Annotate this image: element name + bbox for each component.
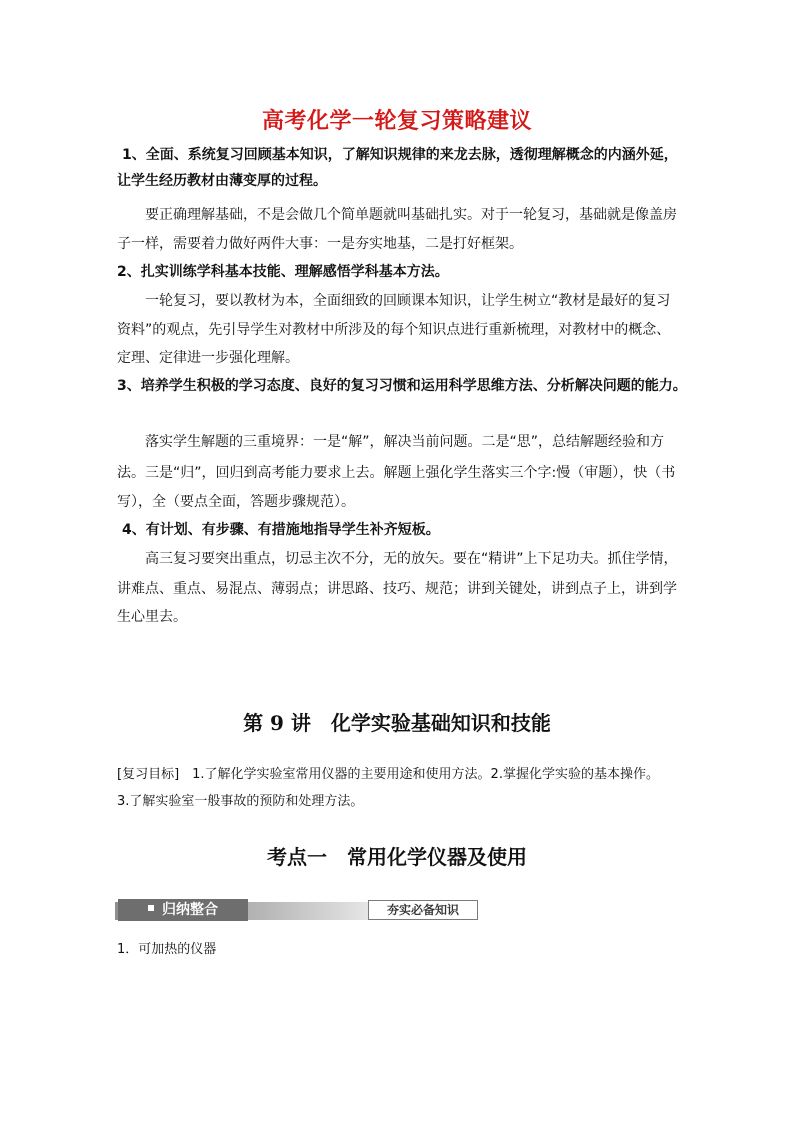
exam-point-title: 考点一 常用化学仪器及使用 [267,845,527,869]
lecture-title: 第 9 讲 化学实验基础知识和技能 [243,711,551,735]
section-4-body-line-2: 讲难点、重点、易混点、薄弱点；讲思路、技巧、规范；讲到关键处，讲到点子上，讲到学 [117,581,677,597]
section-3-body-line-3: 写），全（要点全面，答题步骤规范）。 [117,494,355,510]
section-4-body-line-1: 高三复习要突出重点，切忌主次不分，无的放矢。要在“精讲”上下足功夫。抓住学情， [145,551,678,567]
section-1-body-line-2: 子一样，需要着力做好两件大事：一是夯实地基，二是打好框架。 [117,236,523,252]
banner-dark-tag [118,899,248,921]
section-banner [115,897,459,923]
square-bullet-icon [148,905,154,911]
review-goal-line-1: [复习目标] 1.了解化学实验室常用仪器的主要用途和使用方法。2.掌握化学实验的基本操作。 [117,767,659,782]
section-2-heading: 2、扎实训练学科基本技能、理解感悟学科基本方法。 [117,264,449,280]
section-4-body-line-3: 生心里去。 [117,609,187,625]
section-1-body-line-1: 要正确理解基础，不是会做几个简单题就叫基础扎实。对于一轮复习，基础就是像盖房 [145,207,677,223]
list-item-heating-instruments: 1．可加热的仪器 [117,942,217,957]
page-title: 高考化学一轮复习策略建议 [261,109,532,134]
banner-dark-label: 归纳整合 [162,902,218,918]
review-goal-line-2: 3.了解实验室一般事故的预防和处理方法。 [117,794,364,809]
section-2-body-line-3: 定理、定律进一步强化理解。 [117,350,299,366]
section-4-heading: 4、有计划、有步骤、有措施地指导学生补齐短板。 [122,522,440,538]
section-3-body-line-2: 法。三是“归”，回归到高考能力要求上去。解题上强化学生落实三个字:慢（审题），快（书 [117,465,676,481]
section-3-body-line-1: 落实学生解题的三重境界：一是“解”，解决当前问题。二是“思”，总结解题经验和方 [145,434,665,450]
section-2-body-line-2: 资料”的观点，先引导学生对教材中所涉及的每个知识点进行重新梳理，对教材中的概念、 [117,322,671,338]
section-1-heading-line-2: 让学生经历教材由薄变厚的过程。 [117,173,327,189]
section-2-body-line-1: 一轮复习，要以教材为本，全面细致的回顾课本知识，让学生树立“教材是最好的复习 [145,293,671,309]
section-3-heading: 3、培养学生积极的学习态度、良好的复习习惯和运用科学思维方法、分析解决问题的能力。 [117,378,687,394]
section-1-heading-line-1: 1、全面、系统复习回顾基本知识，了解知识规律的来龙去脉，透彻理解概念的内涵外延， [122,147,678,163]
banner-light-tag: 夯实必备知识 [368,900,478,920]
